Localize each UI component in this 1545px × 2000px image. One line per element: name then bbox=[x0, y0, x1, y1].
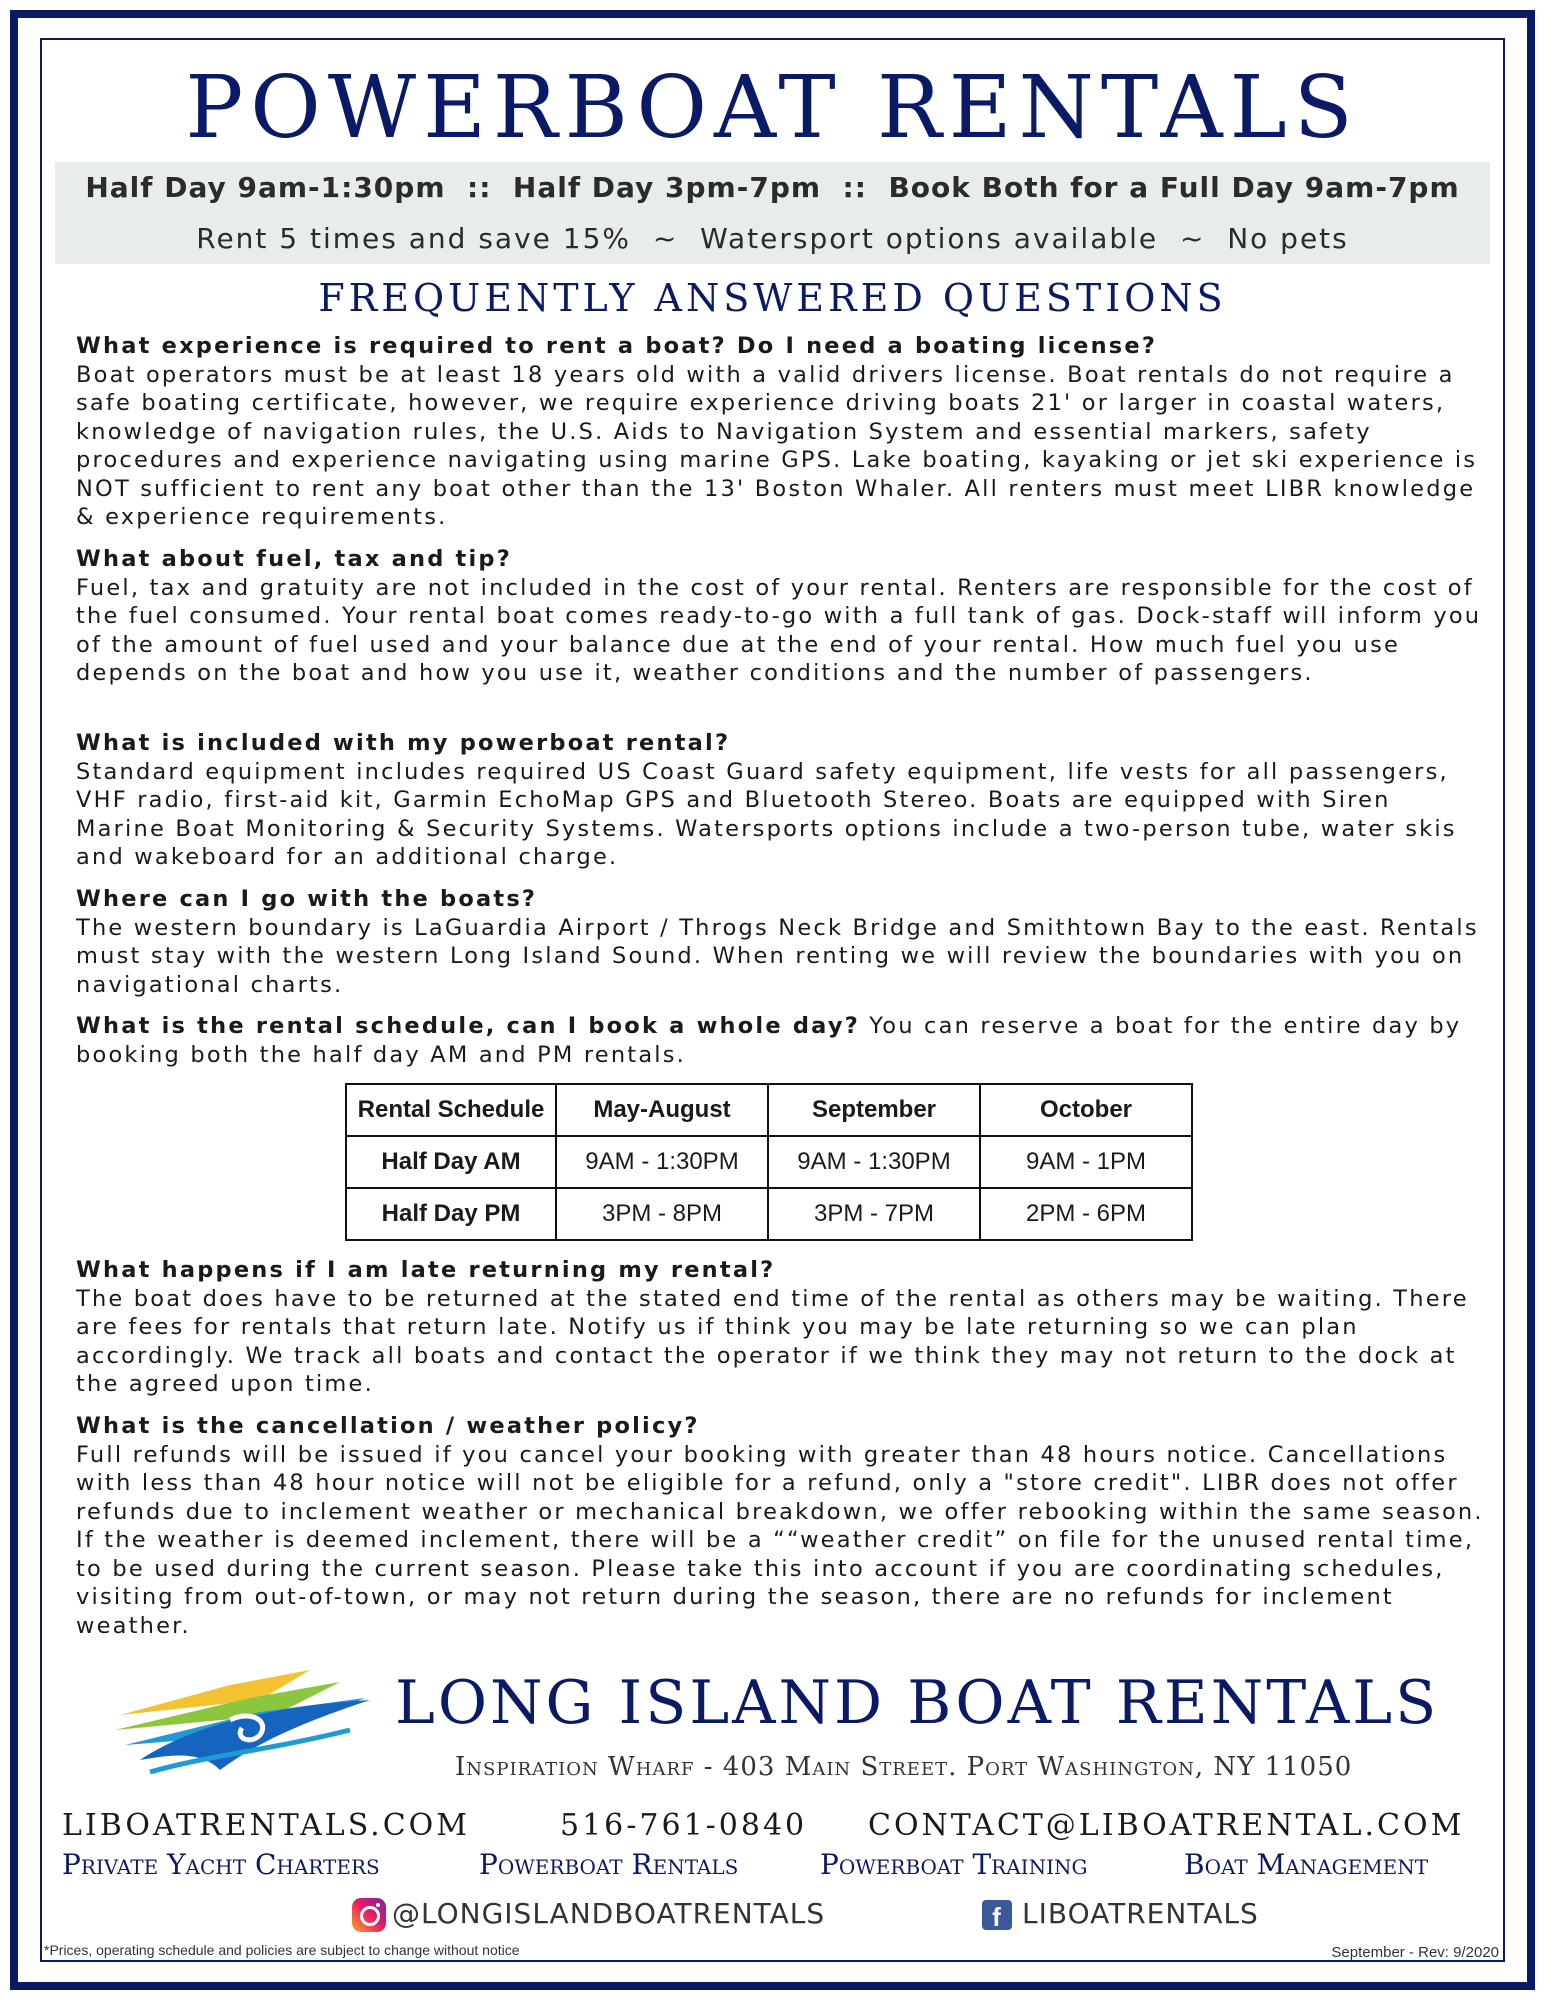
table-cell: 9AM - 1:30PM bbox=[768, 1136, 980, 1188]
table-row-header: Half Day PM bbox=[346, 1188, 556, 1240]
faq-heading: FREQUENTLY ANSWERED QUESTIONS bbox=[318, 276, 1227, 320]
instagram-icon bbox=[352, 1898, 386, 1932]
instagram-handle[interactable] bbox=[352, 1896, 825, 1932]
faq-item bbox=[76, 1012, 1486, 1069]
revision-note: September - Rev: 9/2020 bbox=[1331, 1944, 1499, 1961]
table-row bbox=[346, 1136, 1192, 1188]
faq-question: Where can I go with the boats? bbox=[76, 886, 538, 912]
faq-item bbox=[76, 1256, 1486, 1399]
faq-answer: Standard equipment includes required US Coast Guard safety equipment, life vests for all passengers, VHF radio, first-aid kit, Garmin EchoMap GPS and Bluetooth Stereo. Boats are equipped with Siren Marine Boat Monitoring & Security Systems. Watersports options include a two-person tube, water skis and wakeboard for an additional charge. bbox=[76, 758, 1457, 870]
faq-answer: The boat does have to be returned at the stated end time of the rental as others may be waiting. There are fees for rentals that return late. Notify us if think you may be late returning so we can plan accordingly. We track all boats and contact the operator if we think they may not return to the dock at the agreed upon time. bbox=[76, 1285, 1469, 1397]
table-cell: 9AM - 1:30PM bbox=[556, 1136, 768, 1188]
table-row bbox=[346, 1188, 1192, 1240]
table-header-cell: October bbox=[980, 1084, 1192, 1136]
faq-answer: Full refunds will be issued if you cancel your booking with greater than 48 hours notice. Cancellations with less than 48 hour notice will not be eligible for a refund, only a "store credit". LIBR does not offer refunds due to inclement weather or mechanical breakdown, we offer rebooking within the same season. If the weather is deemed inclement, there will be a ““weather credit” on file for the unused rental time, to be used during the current season. Please take this into account if you are coordinating schedules, visiting from out-of-town, or may not return during the season, there are no refunds for inclement weather. bbox=[76, 1441, 1484, 1639]
faq-question: What about fuel, tax and tip? bbox=[76, 546, 512, 572]
facebook-handle[interactable] bbox=[982, 1896, 1259, 1932]
faq-answer: Boat operators must be at least 18 years old with a valid drivers license. Boat rentals do not require a safe boating certificate, however, we require experience driving boats 21' or larger in coastal waters, knowledge of navigation rules, the U.S. Aids to Navigation System and essential markers, safety procedures and experience navigating using marine GPS. Lake boating, kayaking or jet ski experience is NOT sufficient to rent any boat other than the 13' Boston Whaler. All renters must meet LIBR knowledge & experience requirements. bbox=[76, 361, 1478, 530]
service-item: Boat Management bbox=[1184, 1848, 1429, 1881]
facebook-label: LIBOATRENTALS bbox=[1022, 1897, 1259, 1930]
website-link[interactable]: LIBOATRENTALS.COM bbox=[62, 1808, 470, 1843]
faq-item bbox=[76, 1412, 1486, 1640]
info-banner bbox=[55, 162, 1490, 264]
service-item: Powerboat Rentals bbox=[479, 1848, 739, 1881]
brand-name: LONG ISLAND BOAT RENTALS bbox=[395, 1668, 1440, 1738]
faq-item bbox=[76, 885, 1486, 999]
faq-question: What is the cancellation / weather policy? bbox=[76, 1413, 700, 1439]
instagram-label: @LONGISLANDBOATRENTALS bbox=[392, 1897, 826, 1930]
email-link[interactable]: CONTACT@LIBOATRENTAL.COM bbox=[868, 1808, 1465, 1843]
rental-schedule-table bbox=[345, 1083, 1193, 1241]
banner-offers: Rent 5 times and save 15% ~ Watersport options available ~ No pets bbox=[196, 222, 1349, 255]
table-cell: 3PM - 7PM bbox=[768, 1188, 980, 1240]
banner-hours: Half Day 9am-1:30pm :: Half Day 3pm-7pm :: Book Both for a Full Day 9am-7pm bbox=[85, 171, 1460, 204]
table-row-header: Half Day AM bbox=[346, 1136, 556, 1188]
brand-address: Inspiration Wharf - 403 Main Street. Port Washington, NY 11050 bbox=[455, 1752, 1353, 1782]
faq-question: What is included with my powerboat rental? bbox=[76, 730, 731, 756]
service-item: Powerboat Training bbox=[820, 1848, 1088, 1881]
table-header-cell: Rental Schedule bbox=[346, 1084, 556, 1136]
page-title: POWERBOAT RENTALS bbox=[185, 58, 1360, 158]
faq-question: What is the rental schedule, can I book a whole day? bbox=[76, 1013, 860, 1039]
service-item: Private Yacht Charters bbox=[62, 1848, 380, 1881]
disclaimer: *Prices, operating schedule and policies are subject to change without notice bbox=[44, 1942, 520, 1958]
facebook-icon: f bbox=[982, 1900, 1012, 1930]
faq-question: What experience is required to rent a boat? Do I need a boating license? bbox=[76, 333, 1158, 359]
table-cell: 3PM - 8PM bbox=[556, 1188, 768, 1240]
table-header-cell: September bbox=[768, 1084, 980, 1136]
table-header-row bbox=[346, 1084, 1192, 1136]
faq-item bbox=[76, 332, 1486, 532]
faq-question: What happens if I am late returning my rental? bbox=[76, 1257, 776, 1283]
faq-answer: You can reserve a boat for the entire day by booking both the half day AM and PM rentals. bbox=[76, 1013, 1462, 1068]
faq-item bbox=[76, 545, 1486, 688]
table-cell: 2PM - 6PM bbox=[980, 1188, 1192, 1240]
faq-answer: Fuel, tax and gratuity are not included in the cost of your rental. Renters are responsible for the cost of the fuel consumed. Your rental boat comes ready-to-go with a full tank of gas. Dock-staff will inform you of the amount of fuel used and your balance due at the end of your rental. How much fuel you use depends on the boat and how you use it, weather conditions and the number of passengers. bbox=[76, 574, 1482, 686]
table-header-cell: May-August bbox=[556, 1084, 768, 1136]
faq-item bbox=[76, 729, 1486, 872]
faq-answer: The western boundary is LaGuardia Airport / Throgs Neck Bridge and Smithtown Bay to the east. Rentals must stay with the western Long Island Sound. When renting we will review the boundaries with you on navigational charts. bbox=[76, 914, 1479, 998]
table-cell: 9AM - 1PM bbox=[980, 1136, 1192, 1188]
phone-number[interactable]: 516-761-0840 bbox=[560, 1808, 808, 1843]
boat-logo bbox=[110, 1660, 380, 1780]
